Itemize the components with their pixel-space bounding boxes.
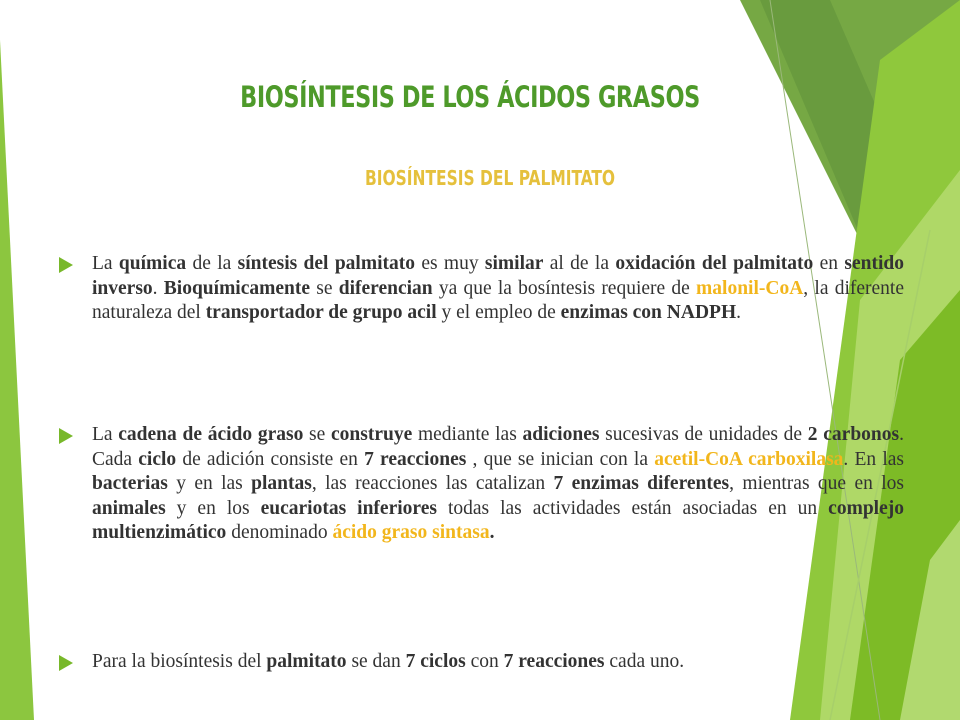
text-run: . [152, 277, 164, 299]
bullet-arrow-icon [59, 428, 73, 444]
text-run: y en los [165, 497, 261, 519]
bullet-arrow-icon [59, 655, 73, 671]
text-run: . [736, 302, 741, 323]
bold-term: ciclo [138, 448, 177, 470]
bullet-item-1 [56, 252, 904, 326]
bold-term: . [489, 522, 495, 543]
text-run: , que se inician con la [466, 448, 655, 470]
text-run: ya que la bosíntesis requiere de [432, 277, 697, 299]
highlighted-term: ácido graso sintasa [332, 522, 490, 543]
text-run: , la diferente naturaleza del [92, 277, 904, 323]
slide-subtitle: BIOSÍNTESIS DEL PALMITATO [364, 166, 616, 190]
text-run: al de la [543, 253, 616, 274]
text-run: La [92, 424, 119, 445]
text-run: , mientras que en los [729, 473, 904, 494]
bold-term: construye [331, 424, 413, 445]
bold-term: química [118, 253, 187, 274]
bullet-text-2 [92, 423, 904, 546]
text-run: La [92, 253, 119, 274]
bullet-text-1 [92, 252, 904, 326]
bold-term: cadena de ácido graso [118, 424, 304, 445]
text-run: en [813, 253, 845, 274]
bullet-arrow-icon [59, 257, 73, 273]
deco-left-green-strip [0, 40, 34, 720]
text-run: cada uno. [604, 651, 685, 672]
bold-term: eucariotas inferiores [260, 497, 437, 519]
text-run: . En las [843, 448, 904, 470]
bullet-text-3 [92, 650, 904, 675]
text-run: mediante las [412, 424, 523, 445]
text-run: y el empleo de [436, 302, 561, 323]
text-run: con [465, 651, 504, 672]
text-run: de adición consiste en [176, 448, 365, 470]
bold-term: animales [92, 497, 166, 519]
text-run: se dan [346, 651, 406, 672]
bold-term: plantas [251, 473, 312, 494]
bold-term: 7 reacciones [364, 448, 467, 470]
bold-term: palmitato [266, 651, 347, 672]
bold-term: bacterias [92, 473, 168, 494]
bold-term: Bioquímicamente [163, 277, 311, 299]
text-run: Para la biosíntesis del [92, 651, 267, 672]
text-run: se [310, 277, 339, 299]
text-run: , las reacciones las catalizan [311, 473, 554, 494]
text-run: todas las actividades están asociadas en un [436, 497, 829, 519]
highlighted-term: malonil-CoA [696, 277, 804, 299]
text-run: y en las [167, 473, 252, 494]
bold-term: 7 ciclos [405, 651, 466, 672]
text-run: sucesivas de unidades de [599, 424, 808, 445]
bullet-item-3 [56, 650, 904, 675]
bold-term: adiciones [522, 424, 600, 445]
text-run: se [303, 424, 331, 445]
bold-term: complejo multienzimático [92, 497, 904, 543]
bold-term: 7 reacciones [503, 651, 605, 672]
bold-term: transportador de grupo acil [205, 302, 437, 323]
text-run: de la [186, 253, 238, 274]
bullet-item-2 [56, 423, 904, 546]
bold-term: 7 enzimas diferentes [553, 473, 730, 494]
text-run: denominado [226, 522, 333, 543]
bold-term: enzimas con NADPH [560, 302, 737, 323]
text-run: . Cada [92, 424, 904, 470]
bold-term: oxidación del palmitato [615, 253, 814, 274]
bold-term: sentido inverso [92, 253, 904, 299]
slide-title: BIOSÍNTESIS DE LOS ÁCIDOS GRASOS [240, 80, 700, 114]
bold-term: síntesis del palmitato [237, 253, 415, 274]
bold-term: 2 carbonos [807, 424, 900, 445]
highlighted-term: acetil-CoA carboxilasa [654, 448, 844, 470]
bold-term: similar [484, 253, 544, 274]
text-run: es muy [414, 253, 485, 274]
bold-term: diferencian [338, 277, 433, 299]
